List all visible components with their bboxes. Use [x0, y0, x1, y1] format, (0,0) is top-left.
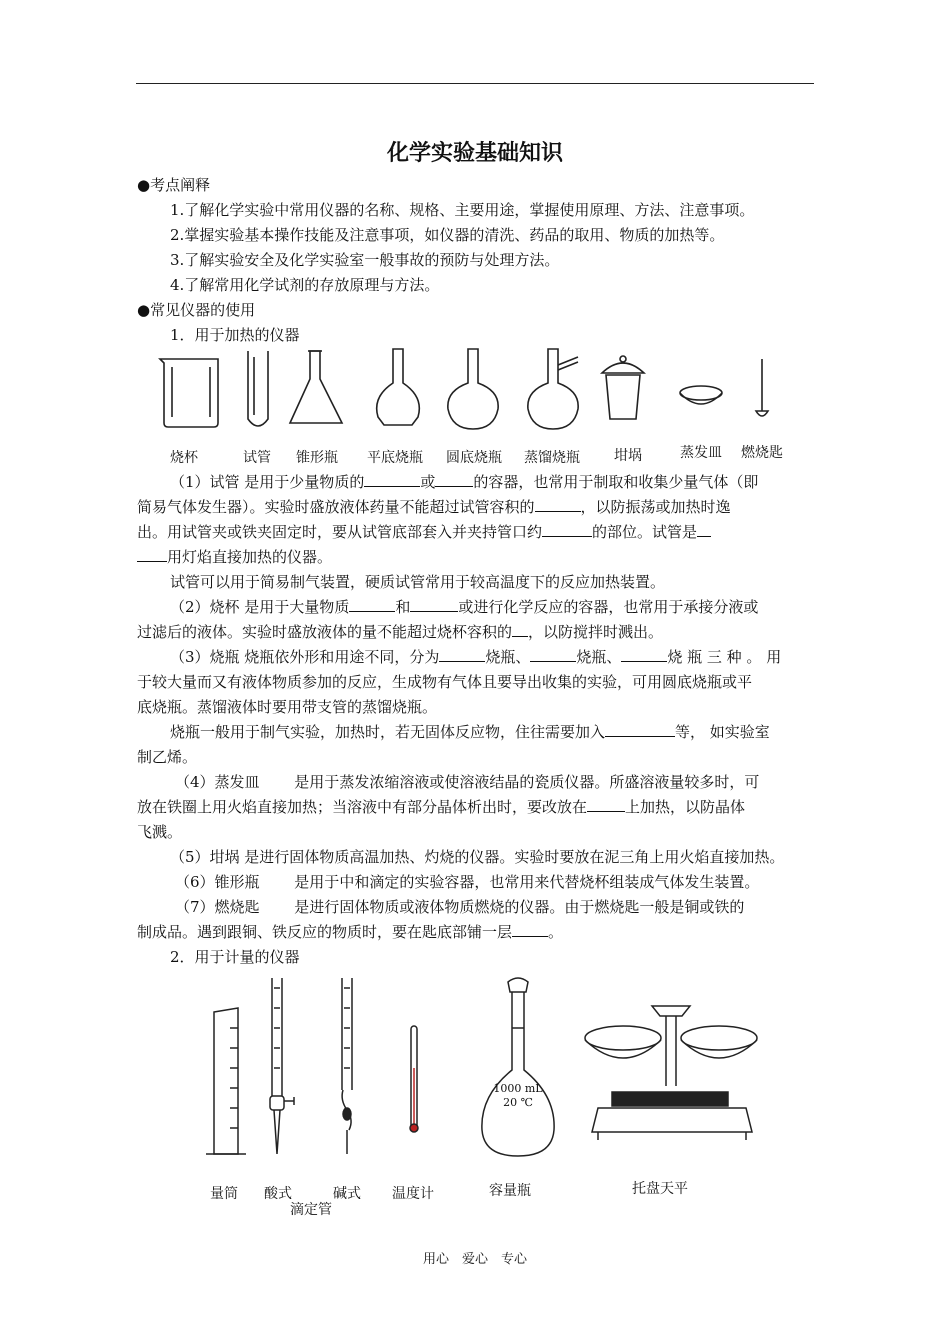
para-flask-line3: 底烧瓶。蒸馏液体时要用带支管的蒸馏烧瓶。 [137, 698, 438, 716]
label-conical-flask: 锥形瓶 [296, 450, 338, 466]
para-test-tube-line3: 出。用试管夹或铁夹固定时，要从试管底部套入并夹持管口约 的部位。试管是 [137, 521, 711, 543]
label-distilling-flask: 蒸馏烧瓶 [524, 450, 580, 466]
measuring-instruments-figure [200, 968, 780, 1168]
para-crucible: （5）坩埚 是进行固体物质高温加热、灼烧的仪器。实验时要放在泥三角上用火焰直接加热。 [170, 848, 785, 866]
label-acid: 酸式 [264, 1186, 292, 1202]
key-point-1: 1.了解化学实验中常用仪器的名称、规格、主要用途，掌握使用原理、方法、注意事项。 [170, 201, 755, 219]
blank[interactable] [364, 471, 420, 487]
blank[interactable] [587, 796, 625, 812]
para-spoon-line1: （7）燃烧匙 是进行固体物质或液体物质燃烧的仪器。由于燃烧匙一般是铜或铁的 [175, 898, 745, 916]
graduated-cylinder-drawing [206, 1008, 246, 1154]
blank[interactable] [512, 921, 548, 937]
evaporating-dish-drawing [680, 386, 722, 404]
acid-buret-drawing [270, 978, 294, 1154]
para-evaporating-dish-line1: （4）蒸发皿 是用于蒸发浓缩溶液或使溶液结晶的瓷质仪器。所盛溶液量较多时，可 [175, 773, 760, 791]
page-footer: 用心 爱心 专心 [422, 1252, 527, 1267]
subheading-heating: 1．用于加热的仪器 [170, 326, 300, 344]
label-volumetric-flask: 容量瓶 [489, 1183, 531, 1199]
crucible-drawing [602, 356, 644, 419]
section-heading-key-points: ●考点阐释 [137, 176, 211, 194]
conical-flask-drawing [290, 351, 342, 423]
blank[interactable] [542, 521, 592, 537]
combustion-spoon-drawing [756, 359, 768, 416]
para-beaker-line1: （2）烧杯 是用于大量物质 和 或进行化学反应的容器，也常用于承接分液或 [170, 598, 759, 616]
thermometer-drawing [410, 1026, 418, 1132]
page-title: 化学实验基础知识 [386, 141, 563, 166]
para-evaporating-dish-line2: 放在铁圈上用火焰直接加热；当溶液中有部分晶体析出时，要改放在 上加热，以防晶体 [137, 798, 746, 816]
blank[interactable] [530, 646, 576, 662]
blank[interactable] [697, 521, 711, 537]
label-round-bottom-flask: 圆底烧瓶 [446, 450, 502, 466]
key-point-4: 4.了解常用化学试剂的存放原理与方法。 [170, 276, 440, 294]
para-test-tube-line2: 简易气体发生器）。实验时盛放液体药量不能超过试管容积的 ，以防振荡或加热时逸 [137, 498, 731, 516]
flat-bottom-flask-drawing [377, 349, 420, 425]
key-point-3: 3.了解实验安全及化学实验室一般事故的预防与处理方法。 [170, 251, 560, 269]
section-heading-instruments: ●常见仪器的使用 [137, 301, 256, 319]
label-combustion-spoon: 燃烧匙 [741, 445, 783, 461]
label-base: 碱式 [333, 1186, 361, 1202]
para-flask-line5: 制乙烯。 [137, 748, 198, 766]
para-test-tube-line1: （1）试管 是用于少量物质的 或 的容器，也常用于制取和收集少量气体（即 [170, 473, 759, 491]
key-point-2: 2.掌握实验基本操作技能及注意事项，如仪器的清洗、药品的取用、物质的加热等。 [170, 226, 725, 244]
label-flat-bottom-flask: 平底烧瓶 [367, 450, 423, 466]
blank[interactable] [435, 471, 473, 487]
blank[interactable] [410, 596, 458, 612]
para-flask-line1: （3）烧瓶 烧瓶依外形和用途不同，分为 烧瓶、 烧瓶、 烧 瓶 三 种 。 用 [170, 648, 782, 666]
flask-temperature-mark: 20 ℃ [503, 1096, 533, 1109]
para-evaporating-dish-line3: 飞溅。 [137, 823, 183, 841]
balance-drawing [585, 1006, 757, 1140]
label-balance: 托盘天平 [632, 1181, 688, 1197]
label-cylinder: 量筒 [210, 1186, 238, 1202]
blank[interactable] [512, 621, 528, 637]
test-tube-drawing [248, 351, 268, 426]
label-crucible: 坩埚 [614, 448, 642, 464]
label-buret: 滴定管 [290, 1202, 332, 1218]
heating-instruments-figure [150, 345, 800, 435]
flask-volume-mark: 1000 mL [493, 1082, 543, 1095]
blank[interactable] [535, 496, 581, 512]
para-flask-line2: 于较大量而又有液体物质参加的反应，生成物有气体且要导出收集的实验，可用圆底烧瓶或平 [137, 673, 753, 691]
label-evaporating-dish: 蒸发皿 [680, 445, 722, 461]
para-test-tube-line4: 用灯焰直接加热的仪器。 [137, 546, 332, 568]
blank[interactable] [349, 596, 395, 612]
distilling-flask-drawing [528, 349, 578, 429]
blank[interactable] [439, 646, 485, 662]
beaker-drawing [160, 359, 218, 427]
para-test-tube-note: 试管可以用于简易制气装置，硬质试管常用于较高温度下的反应加热装置。 [170, 573, 666, 591]
subheading-measuring: 2．用于计量的仪器 [170, 948, 300, 966]
blank[interactable] [137, 546, 167, 562]
volumetric-flask-drawing [482, 978, 554, 1156]
header-rule [136, 83, 814, 84]
para-flask-line4: 烧瓶一般用于制气实验，加热时，若无固体反应物，住往需要加入 等， 如实验室 [170, 723, 770, 741]
label-beaker: 烧杯 [170, 450, 198, 466]
para-spoon-line2: 制成品。遇到跟铜、铁反应的物质时，要在匙底部铺一层 。 [137, 923, 564, 941]
base-buret-drawing [342, 978, 352, 1154]
label-test-tube: 试管 [243, 450, 271, 466]
label-thermometer: 温度计 [392, 1186, 434, 1202]
para-beaker-line2: 过滤后的液体。实验时盛放液体的量不能超过烧杯容积的 ，以防搅拌时溅出。 [137, 623, 664, 641]
blank[interactable] [605, 721, 675, 737]
round-bottom-flask-drawing [448, 349, 498, 429]
para-conical-flask: （6）锥形瓶 是用于中和滴定的实验容器，也常用来代替烧杯组装成气体发生装置。 [175, 873, 760, 891]
blank[interactable] [621, 646, 667, 662]
